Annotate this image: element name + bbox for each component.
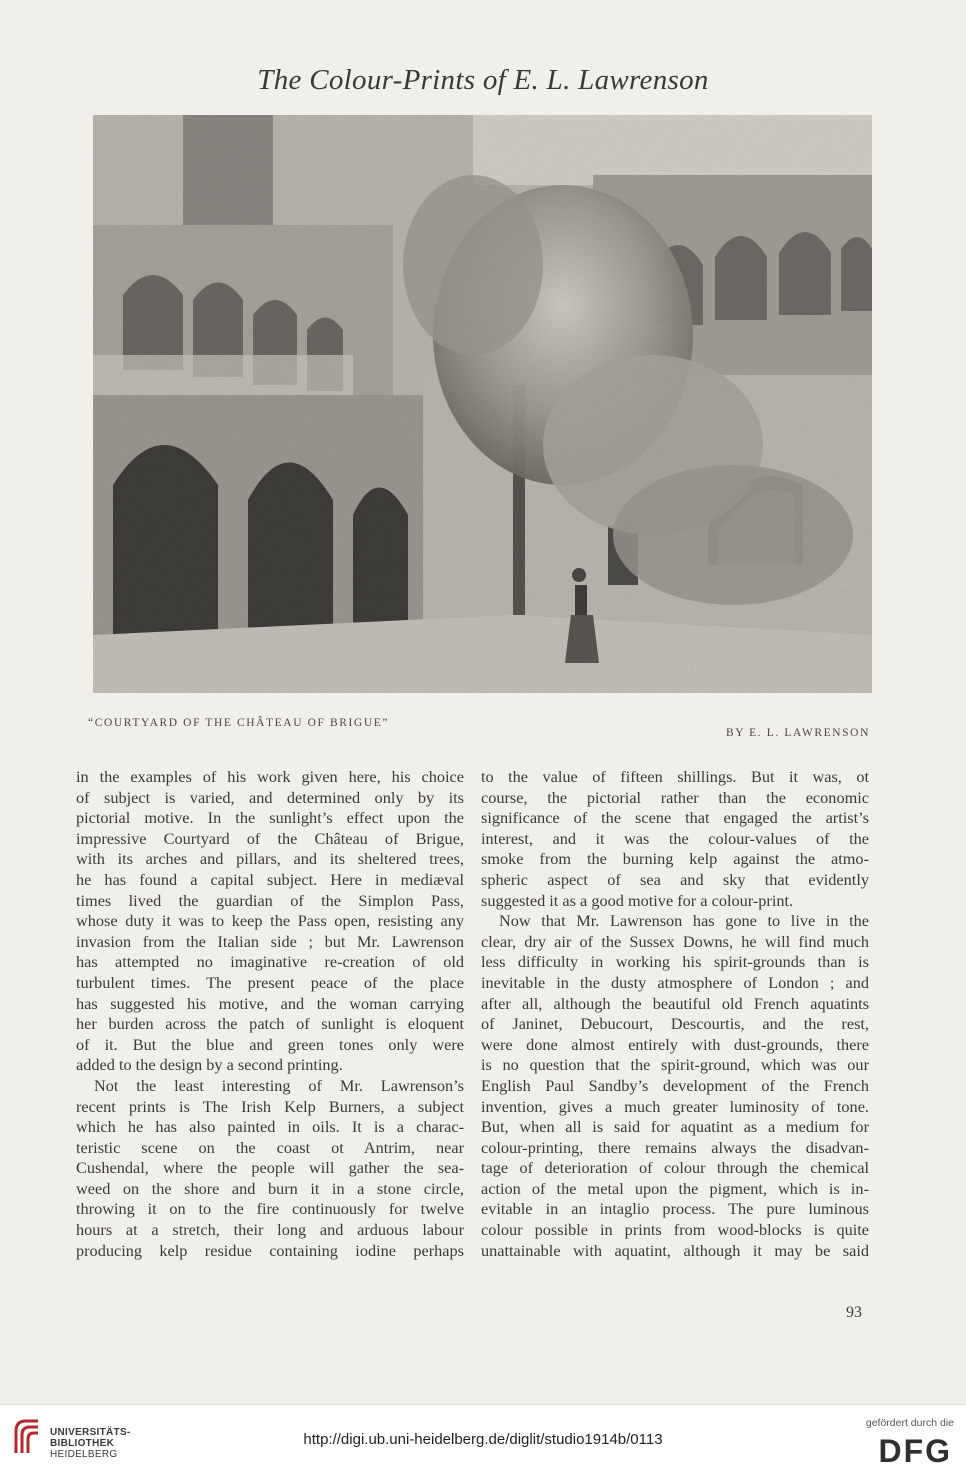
text-line: colour-printing, there remains always the disadvan- <box>481 1137 869 1157</box>
article-left-column <box>76 767 464 1261</box>
text-line: is no question that the spirit-ground, which was our <box>481 1055 869 1075</box>
text-line: English Paul Sandby’s development of the French <box>481 1075 869 1095</box>
text-line: course, the pictorial rather than the economic <box>481 787 869 807</box>
funded-by-label: gefördert durch die <box>865 1417 954 1429</box>
text-line: invasion from the Italian side ; but Mr. Lawrenson <box>76 931 464 951</box>
text-line: But, when all is said for aquatint as a medium for <box>481 1117 869 1137</box>
text-line: recent prints is The Irish Kelp Burners, a subject <box>76 1096 464 1116</box>
text-line: times lived the guardian of the Simplon Pass, <box>76 890 464 910</box>
text-line: invention, gives a much greater luminosity of tone. <box>481 1096 869 1116</box>
text-line: Not the least interesting of Mr. Lawrenson’s <box>94 1075 464 1095</box>
text-line: unattainable with aquatint, although it may be said <box>481 1240 869 1260</box>
text-line: of Janinet, Debucourt, Descourtis, and the rest, <box>481 1014 869 1034</box>
library-name-line-2: BIBLIOTHEK <box>50 1438 115 1449</box>
plate-caption-title: “COURTYARD OF THE CHÂTEAU OF BRIGUE” <box>88 717 390 729</box>
text-line: with its arches and pillars, and its sheltered trees, <box>76 849 464 869</box>
text-line: were done almost entirely with dust-grounds, there <box>481 1034 869 1054</box>
library-city: HEIDELBERG <box>50 1449 118 1460</box>
text-line: evitable in an intaglio process. The pure luminous <box>481 1199 869 1219</box>
text-line: inevitable in the dusty atmosphere of London ; and <box>481 972 869 992</box>
library-name-line-1: UNIVERSITÄTS- <box>50 1427 131 1438</box>
text-line: added to the design by a second printing. <box>76 1055 343 1075</box>
text-line: producing kelp residue containing iodine perhaps <box>76 1240 464 1260</box>
article-right-column <box>481 767 869 1261</box>
text-line: suggested it as a good motive for a colour-print. <box>481 890 794 910</box>
text-line: he has found a capital subject. Here in mediæval <box>76 869 464 889</box>
text-line: spheric aspect of sea and sky that evidently <box>481 869 869 889</box>
text-line: significance of the scene that engaged the artist’s <box>481 808 869 828</box>
plate-caption-credit: BY E. L. LAWRENSON <box>725 727 870 739</box>
courtyard-illustration <box>93 115 872 693</box>
text-line: action of the metal upon the pigment, which is in- <box>481 1178 869 1198</box>
digitization-footer <box>0 1404 966 1477</box>
text-line: weed on the shore and burn it in a stone circle, <box>76 1178 464 1198</box>
text-line: colour possible in prints from wood-blocks is quite <box>481 1220 869 1240</box>
text-line: Now that Mr. Lawrenson has gone to live in the <box>499 911 869 931</box>
text-line: teristic scene on the coast ot Antrim, near <box>76 1137 464 1157</box>
text-line: has suggested his motive, and the woman carrying <box>76 993 464 1013</box>
courtyard-print-image <box>93 115 872 693</box>
text-line: has attempted no imaginative re-creation of old <box>76 952 464 972</box>
text-line: of it. But the blue and green tones only were <box>76 1034 464 1054</box>
text-line: smoke from the burning kelp against the atmo- <box>481 849 869 869</box>
text-line: after all, although the beautiful old French aquatints <box>481 993 869 1013</box>
page-title: The Colour-Prints of E. L. Lawrenson <box>257 64 709 96</box>
text-line: in the examples of his work given here, his choice <box>76 767 464 786</box>
text-line: interest, and it was the colour-values of the <box>481 828 869 848</box>
text-line: pictorial motive. In the sunlight’s effect upon the <box>76 808 464 828</box>
dfg-logo: DFG <box>878 1433 952 1469</box>
text-line: of subject is varied, and determined only by its <box>76 787 464 807</box>
permalink-url[interactable]: http://digi.ub.uni-heidelberg.de/diglit/studio1914b/0113 <box>303 1431 663 1448</box>
text-line: hours at a stretch, their long and arduous labour <box>76 1220 464 1240</box>
text-line: whose duty it was to keep the Pass open, resisting any <box>76 911 464 931</box>
text-line: her burden across the patch of sunlight is eloquent <box>76 1014 464 1034</box>
text-line: to the value of fifteen shillings. But it was, ot <box>481 767 869 786</box>
text-line: throwing it on to the fire continuously for twelve <box>76 1199 464 1219</box>
text-line: which he has also painted in oils. It is a charac- <box>76 1117 464 1137</box>
text-line: less difficulty in working his spirit-grounds than is <box>481 952 869 972</box>
text-line: Cushendal, where the people will gather the sea- <box>76 1158 464 1178</box>
text-line: clear, dry air of the Sussex Downs, he will find much <box>481 931 869 951</box>
page-number: 93 <box>846 1304 862 1321</box>
text-line: impressive Courtyard of the Château of Brigue, <box>76 828 464 848</box>
text-line: turbulent times. The present peace of the place <box>76 972 464 992</box>
text-line: tage of deterioration of colour through the chemical <box>481 1158 869 1178</box>
